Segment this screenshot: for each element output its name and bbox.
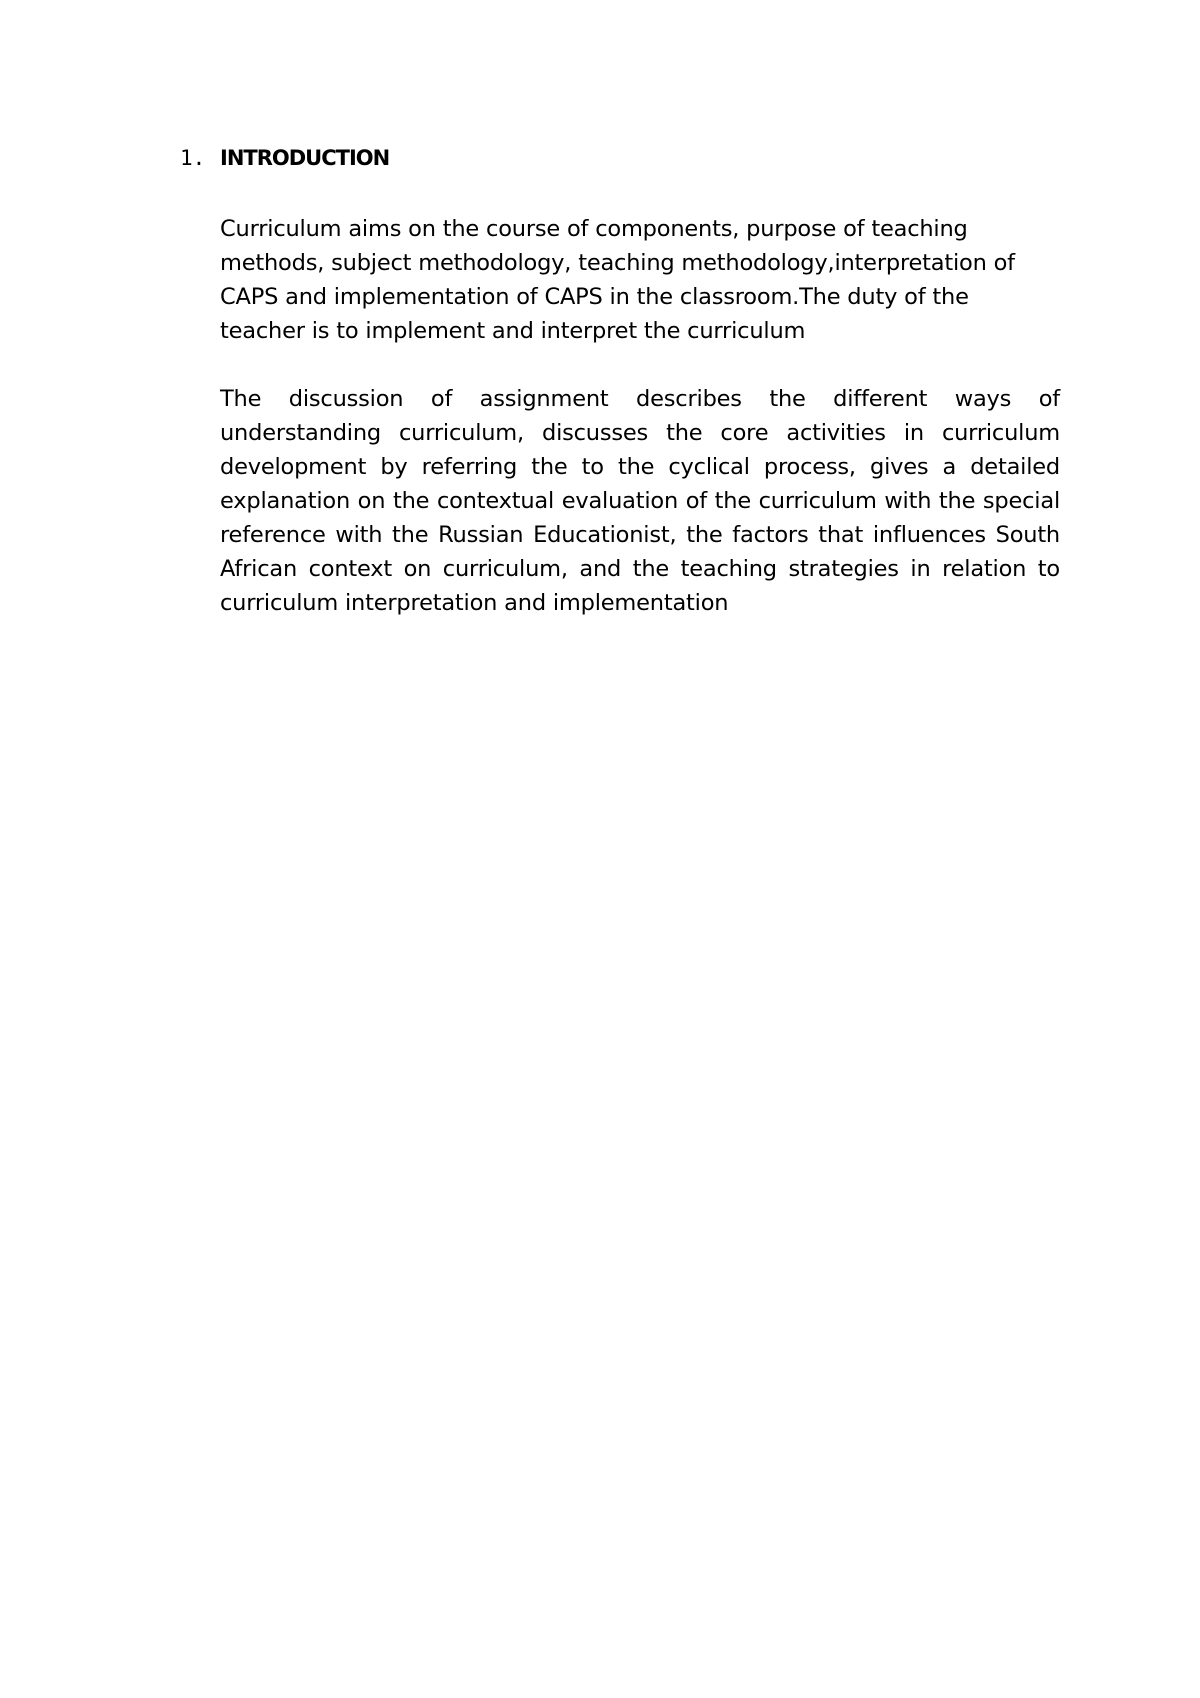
section-body <box>220 212 1060 620</box>
paragraph-1: Curriculum aims on the course of components, purpose of teaching methods, subject methodology, teaching methodology,interpretation of CAPS and implementation of CAPS in the classroom.The duty of the teacher is to implement and interpret the curriculum <box>220 216 1015 344</box>
heading-title: INTRODUCTION <box>220 146 390 170</box>
heading-number: 1. <box>180 146 206 170</box>
section-heading <box>180 146 1060 178</box>
paragraph-2: The discussion of assignment describes the different ways of understanding curriculum, discusses the core activities in curriculum development by referring the to the cyclical process, gives a detailed explanation on the contextual evaluation of the curriculum with the special reference with the Russian Educationist, the factors that influences South African context on curriculum, and the teaching strategies in relation to curriculum interpretation and implementation <box>220 386 1060 616</box>
introduction-section <box>180 146 1060 620</box>
